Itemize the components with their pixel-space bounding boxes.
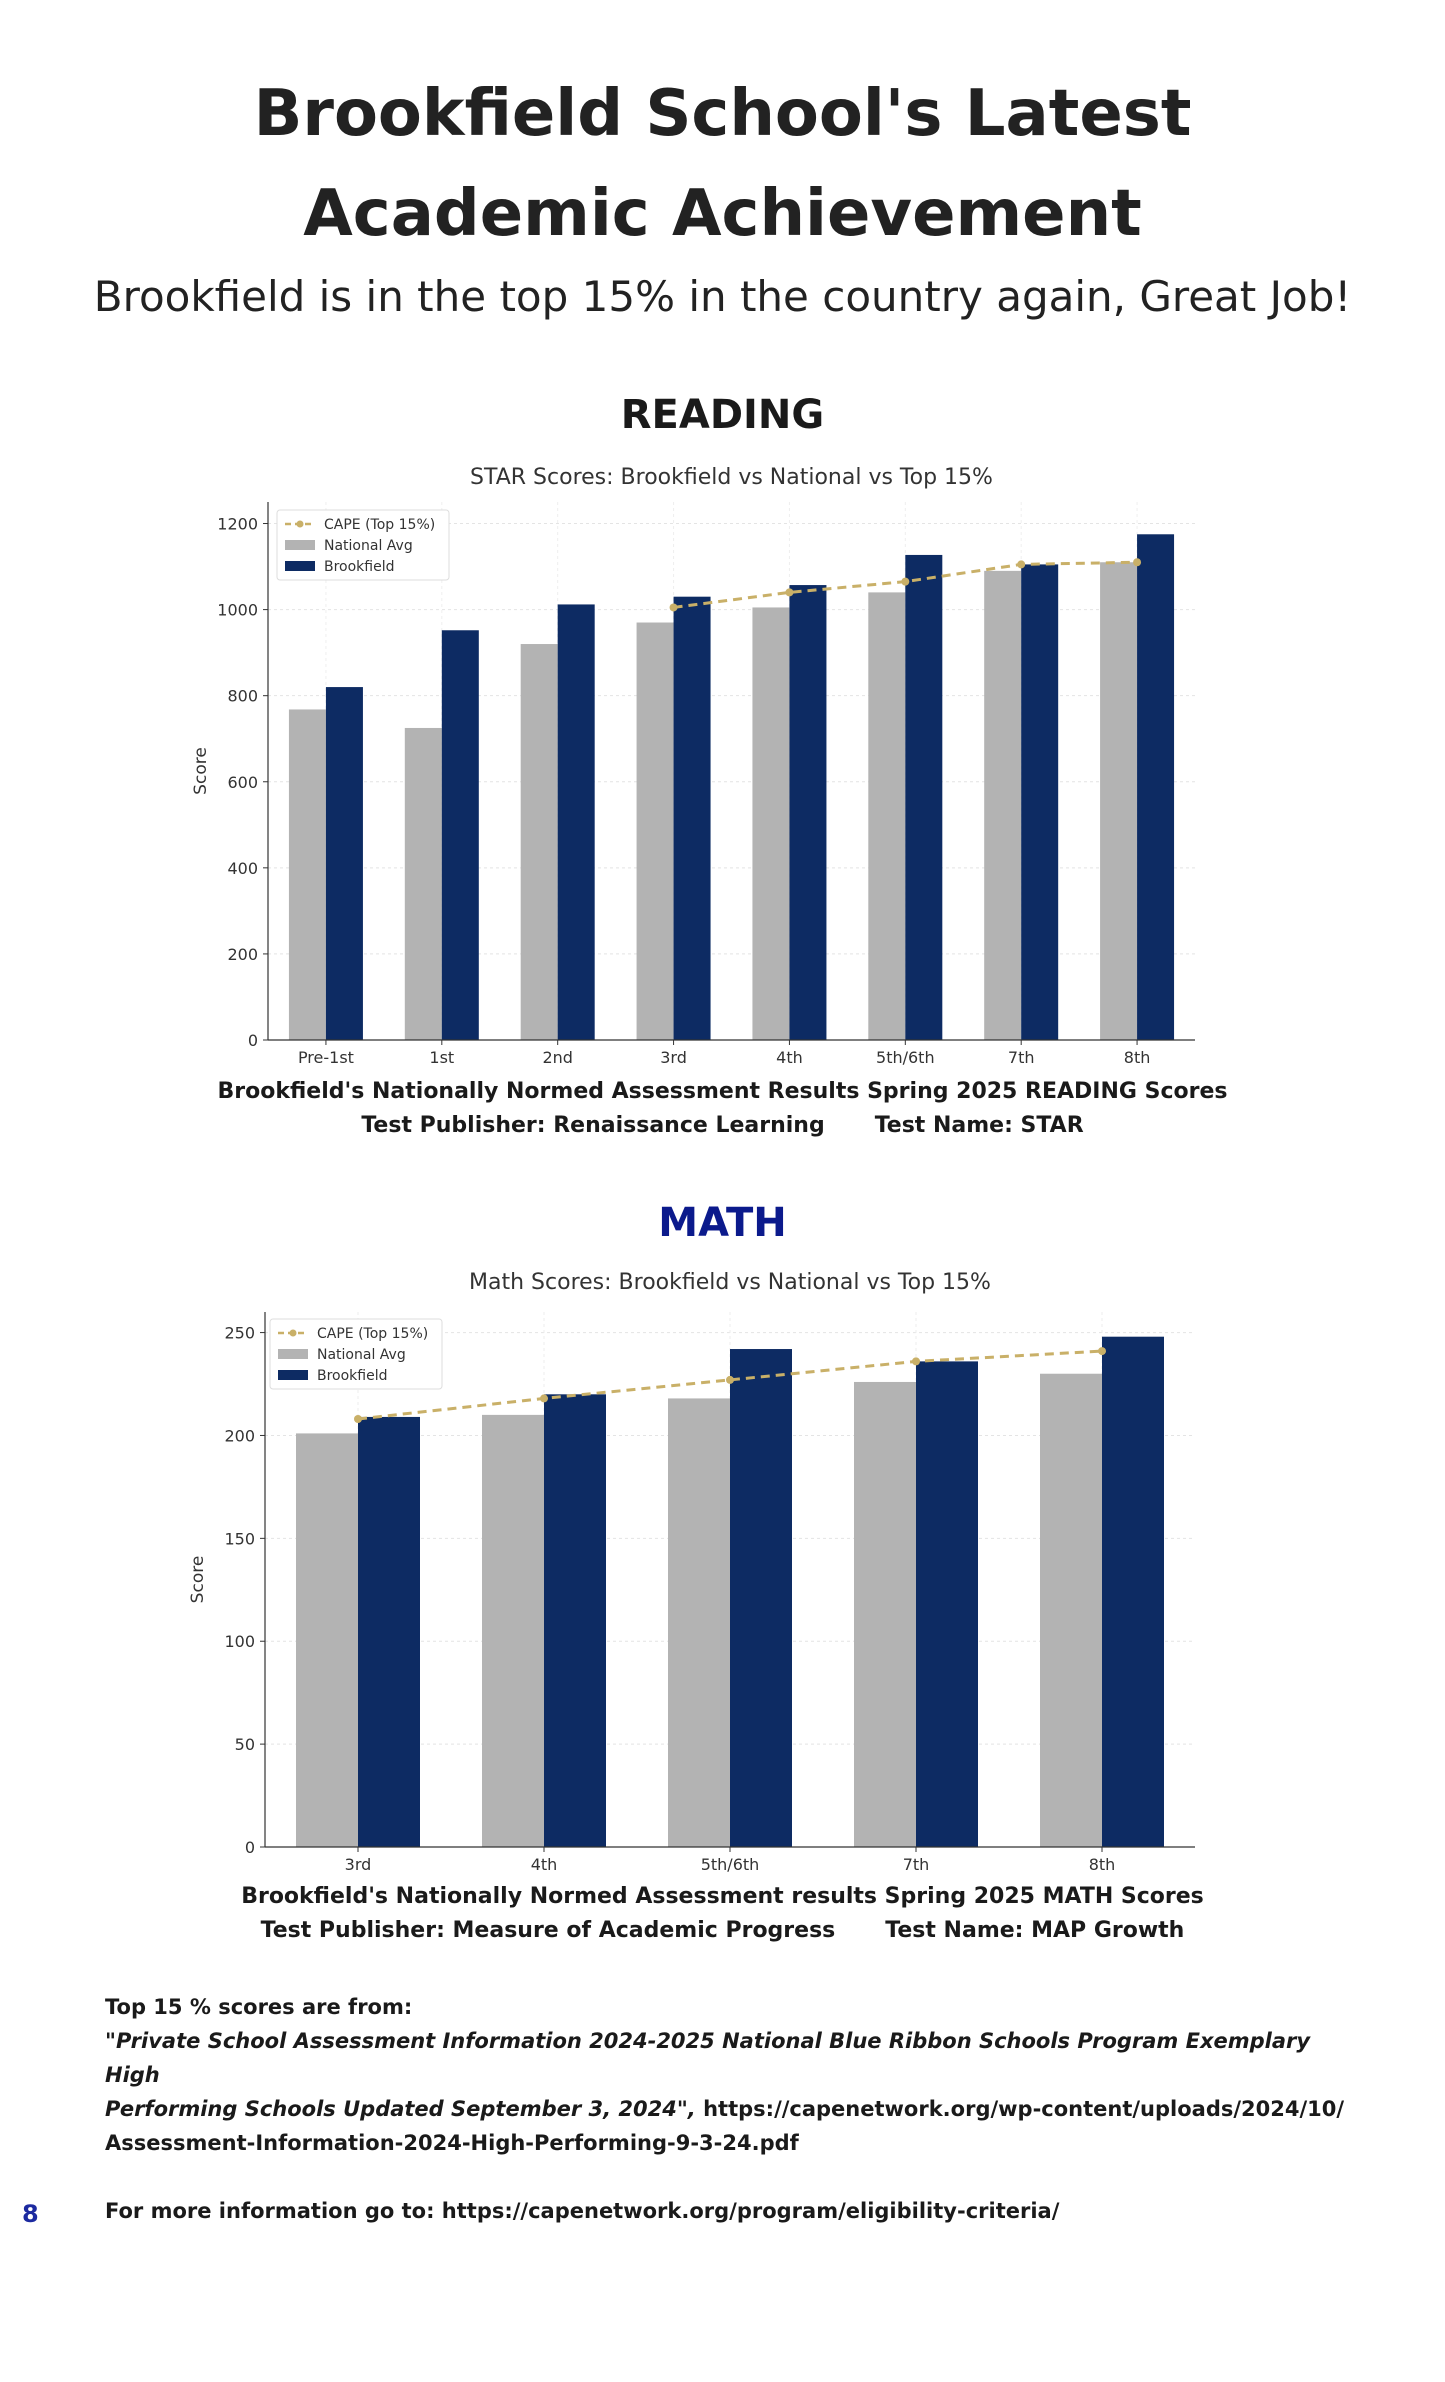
reading-x-tick-label-Pre-1st: Pre-1st [297,1048,354,1067]
footnote-more-info[interactable]: For more information go to: https://capenetwork.org/program/eligibility-criteria/ [105,2199,1060,2223]
reading-cape-point-3rd [670,603,678,611]
reading-cape-point-7th [1017,560,1025,568]
reading-y-tick-label: 600 [227,772,258,792]
reading-y-tick-label: 1200 [217,514,258,534]
reading-bar-brookfield-5th/6th [905,555,942,1040]
math-y-tick-label: 250 [224,1323,255,1343]
math-bar-brookfield-8th [1102,1337,1164,1847]
reading-x-tick-label-1st: 1st [429,1048,455,1067]
reading-bar-brookfield-7th [1021,564,1058,1040]
reading-caption-line2 [0,1109,1445,1143]
footnote-source-label: Top 15 % scores are from: [105,1995,413,2019]
footnote [105,1990,1345,2228]
math-legend-swatch-national [278,1349,308,1359]
math-x-tick-label-7th: 7th [902,1855,930,1874]
math-caption-line1: Brookfield's Nationally Normed Assessment results Spring 2025 MATH Scores [241,1884,1204,1909]
reading-legend-label: Brookfield [324,559,395,575]
reading-x-tick-label-8th: 8th [1123,1048,1151,1067]
math-x-tick-label-5th/6th: 5th/6th [700,1855,760,1874]
reading-y-axis-label: Score [191,747,211,795]
reading-chart [0,462,1445,1072]
reading-legend-marker-cape [297,521,304,528]
reading-bar-brookfield-1st [442,630,479,1040]
math-x-tick-label-3rd: 3rd [344,1855,372,1874]
math-y-tick-label: 50 [234,1735,255,1755]
math-caption [0,1880,1445,1948]
math-legend-marker-cape [290,1330,297,1337]
title-line-1: Brookfield School's Latest [253,77,1192,151]
reading-x-tick-label-3rd: 3rd [660,1048,687,1067]
math-bar-national-3rd [296,1433,358,1847]
reading-y-tick-label: 400 [227,858,258,878]
math-x-tick-label-8th: 8th [1088,1855,1116,1874]
math-y-tick-label: 100 [224,1632,255,1652]
reading-chart-title: STAR Scores: Brookfield vs National vs Top 15% [470,465,993,490]
reading-x-tick-label-5th/6th: 5th/6th [876,1048,935,1067]
reading-bar-national-Pre-1st [289,709,326,1040]
footnote-citation-line3 [105,2092,1345,2126]
reading-heading: READING [620,392,825,438]
reading-bar-national-5th/6th [868,592,905,1040]
math-y-axis-label: Score [188,1555,208,1604]
math-bar-brookfield-3rd [358,1417,420,1847]
reading-cape-point-4th [785,588,793,596]
reading-y-tick-label: 0 [247,1031,258,1050]
math-bar-national-4th [482,1415,544,1847]
reading-caption [0,1075,1445,1143]
math-legend-swatch-brookfield [278,1370,308,1380]
math-bar-brookfield-7th [916,1361,978,1847]
math-cape-point-7th [912,1357,920,1365]
math-caption-line2 [0,1914,1445,1948]
reading-bar-brookfield-2nd [558,604,595,1040]
math-x-tick-label-4th: 4th [530,1855,558,1874]
math-bar-brookfield-5th/6th [730,1349,792,1847]
reading-cape-point-8th [1133,558,1141,566]
math-heading: MATH [658,1200,787,1246]
reading-caption-line1: Brookfield's Nationally Normed Assessment Results Spring 2025 READING Scores [217,1079,1228,1104]
math-bar-national-8th [1040,1374,1102,1847]
reading-x-tick-label-2nd: 2nd [542,1048,573,1067]
reading-y-tick-label: 1000 [217,600,258,620]
reading-bar-brookfield-Pre-1st [326,687,363,1040]
math-y-tick-label: 0 [244,1838,255,1857]
reading-cape-point-5th/6th [901,578,909,586]
math-cape-point-5th/6th [726,1376,734,1384]
reading-x-tick-label-4th: 4th [776,1048,803,1067]
footnote-citation-date: Performing Schools Updated September 3, 2024", [105,2097,696,2121]
math-caption-publisher: Test Publisher: Measure of Academic Progress [260,1918,836,1943]
math-caption-test: Test Name: MAP Growth [885,1918,1185,1943]
math-legend-label: Brookfield [317,1368,388,1384]
reading-y-tick-label: 800 [227,686,258,706]
math-cape-point-4th [540,1394,548,1402]
math-cape-point-8th [1098,1347,1106,1355]
math-legend-label: CAPE (Top 15%) [317,1326,429,1342]
math-bar-national-5th/6th [668,1398,730,1847]
footnote-url-file[interactable]: Assessment-Information-2024-High-Performing-9-3-24.pdf [105,2131,799,2155]
page-number: 8 [22,2200,39,2228]
reading-x-tick-label-7th: 7th [1007,1048,1035,1067]
math-y-tick-label: 200 [224,1426,255,1446]
math-y-tick-label: 150 [224,1529,255,1549]
reading-caption-test: Test Name: STAR [874,1113,1084,1138]
reading-bar-national-2nd [521,644,558,1040]
reading-y-tick-label: 200 [227,944,258,964]
reading-bar-brookfield-3rd [674,597,711,1040]
reading-legend-swatch-national [285,540,315,550]
math-bar-brookfield-4th [544,1394,606,1847]
reading-bar-national-8th [1100,562,1137,1040]
reading-bar-brookfield-8th [1137,534,1174,1040]
reading-bar-national-3rd [637,623,674,1040]
footnote-url-link[interactable]: https://capenetwork.org/wp-content/uploads/2024/10/ [695,2097,1345,2121]
subtitle: Brookfield is in the top 15% in the country again, Great Job! [93,272,1352,321]
reading-legend-label: National Avg [324,538,413,554]
reading-legend-swatch-brookfield [285,561,315,571]
reading-legend-label: CAPE (Top 15%) [324,517,436,533]
math-bar-national-7th [854,1382,916,1847]
title-line-2: Academic Achievement [303,177,1142,251]
footnote-citation: "Private School Assessment Information 2024-2025 National Blue Ribbon Schools Program Exemplary High [105,2029,1311,2087]
reading-bar-national-7th [984,571,1021,1040]
math-chart [0,1262,1445,1874]
math-cape-point-3rd [354,1415,362,1423]
reading-bar-national-1st [405,728,442,1040]
reading-bar-brookfield-4th [789,585,826,1040]
reading-bar-national-4th [752,607,789,1040]
math-legend-label: National Avg [317,1347,406,1363]
reading-caption-publisher: Test Publisher: Renaissance Learning [361,1113,825,1138]
math-chart-title: Math Scores: Brookfield vs National vs Top 15% [469,1270,991,1295]
